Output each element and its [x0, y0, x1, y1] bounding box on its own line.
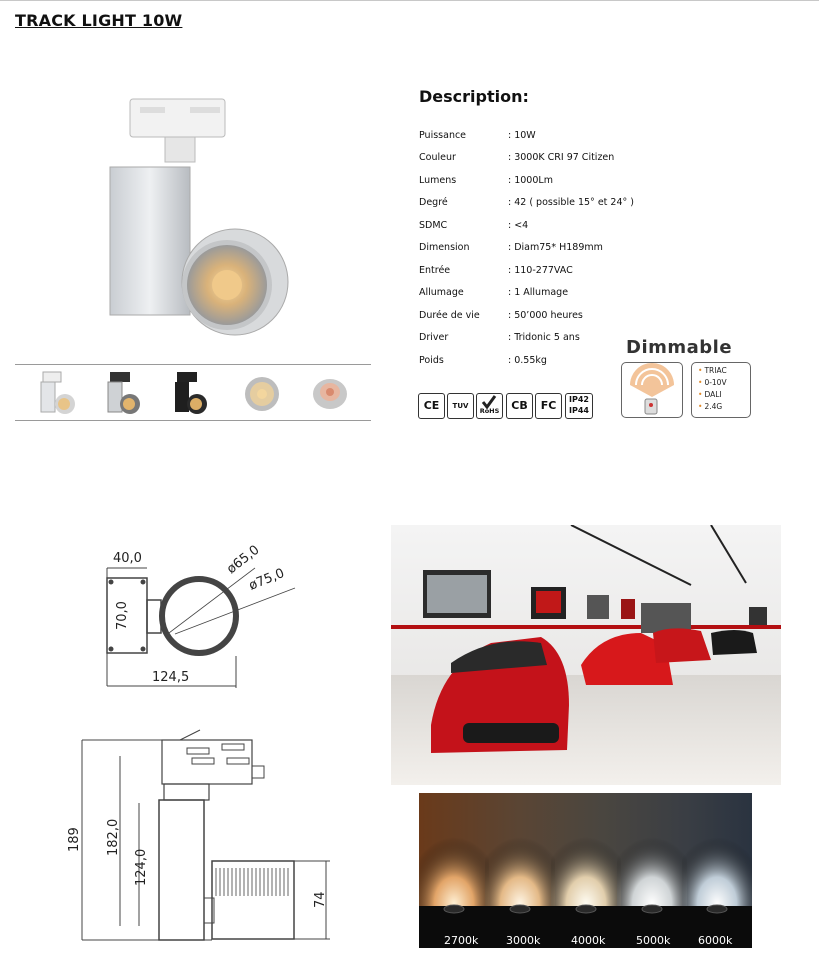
ip44-label: IP44	[569, 406, 589, 415]
cct-label: 6000k	[698, 934, 733, 947]
cct-label: 5000k	[636, 934, 671, 947]
spec-label: Lumens	[419, 175, 457, 186]
top-rule	[0, 0, 819, 1]
dim-head-height: 74	[313, 891, 328, 908]
spec-value: : 3000K CRI 97 Citizen	[508, 152, 615, 163]
spec-value: : 10W	[508, 130, 536, 141]
spec-label: Allumage	[419, 287, 464, 298]
thumbnail-led-angle[interactable]	[305, 368, 355, 416]
spec-label: Poids	[419, 355, 444, 366]
dim-height-124: 124,0	[134, 848, 149, 886]
ce-mark: CE	[418, 393, 445, 419]
spec-value: : <4	[508, 220, 529, 231]
dimming-option: • DALI	[698, 390, 722, 399]
dimming-options	[691, 362, 751, 418]
dimming-option: • 2.4G	[698, 402, 723, 411]
spec-label: Driver	[419, 332, 449, 343]
side-view-drawing	[62, 728, 337, 946]
fcc-mark: FC	[535, 393, 562, 419]
dim-diameter-outer: ø75,0	[246, 565, 287, 594]
dimming-option-label: 2.4G	[704, 402, 723, 411]
spec-label: Degré	[419, 197, 448, 208]
dim-total-height: 189	[67, 827, 82, 852]
spec-label: Dimension	[419, 242, 470, 253]
ip-rating-mark	[565, 393, 593, 419]
cct-label: 2700k	[444, 934, 479, 947]
rohs-mark	[476, 393, 503, 419]
product-hero-image	[95, 92, 295, 347]
dimmer-icon	[621, 362, 683, 418]
spec-label: Couleur	[419, 152, 456, 163]
cb-mark: CB	[506, 393, 533, 419]
spec-value: : Tridonic 5 ans	[508, 332, 580, 343]
cct-label: 3000k	[506, 934, 541, 947]
dimming-option: • 0-10V	[698, 378, 727, 387]
spec-label: SDMC	[419, 220, 448, 231]
ip42-label: IP42	[569, 395, 589, 404]
spec-label: Puissance	[419, 130, 467, 141]
dimming-option-label: DALI	[704, 390, 722, 399]
spec-label: Durée de vie	[419, 310, 480, 321]
dim-height-182: 182,0	[106, 818, 121, 856]
thumbnail-led-front[interactable]	[237, 368, 287, 416]
spec-value: : 50’000 heures	[508, 310, 583, 321]
spec-value: : 0.55kg	[508, 355, 547, 366]
showroom-photo	[391, 525, 781, 785]
cct-label: 4000k	[571, 934, 606, 947]
thumbnail-silver-light[interactable]	[100, 368, 150, 416]
spec-value: : 42 ( possible 15° et 24° )	[508, 197, 634, 208]
dim-length: 124,5	[152, 670, 190, 685]
page-title: TRACK LIGHT 10W	[15, 11, 183, 30]
description-heading: Description:	[419, 87, 529, 106]
spec-value: : 1 Allumage	[508, 287, 569, 298]
dim-height: 70,0	[115, 601, 130, 630]
dimming-option-label: 0-10V	[704, 378, 727, 387]
thumbnail-black-light[interactable]	[167, 368, 217, 416]
tuv-mark: TUV	[447, 393, 474, 419]
spec-label: Entrée	[419, 265, 451, 276]
spec-value: : 1000Lm	[508, 175, 553, 186]
thumbnail-strip	[15, 364, 371, 421]
spec-value: : Diam75* H189mm	[508, 242, 603, 253]
color-temperature-photo	[419, 793, 752, 948]
dim-width: 40,0	[113, 551, 142, 566]
dimming-option: • TRIAC	[698, 366, 727, 375]
top-view-drawing	[95, 538, 305, 693]
spec-value: : 110-277VAC	[508, 265, 573, 276]
dimming-option-label: TRIAC	[704, 366, 727, 375]
dimmable-title: Dimmable	[626, 337, 733, 358]
check-icon	[481, 395, 497, 409]
rohs-label: RoHS	[479, 407, 500, 415]
dimmer-wave-icon	[622, 363, 682, 417]
dim-diameter-inner: ø65,0	[224, 542, 263, 578]
thumbnail-white-light[interactable]	[33, 368, 83, 416]
